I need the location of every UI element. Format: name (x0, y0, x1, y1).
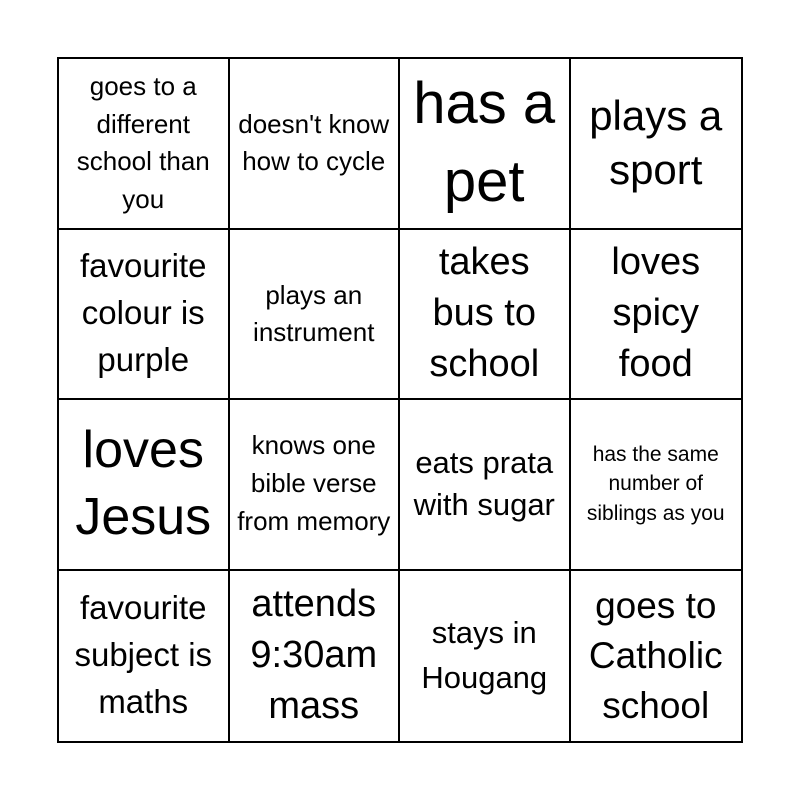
bingo-cell[interactable] (571, 59, 742, 230)
cell-text: doesn't know how to cycle (238, 108, 390, 177)
cell-text: eats prata with sugar (413, 445, 555, 523)
bingo-card (57, 57, 743, 743)
cell-text: plays an instrument (253, 280, 375, 347)
bingo-cell[interactable] (400, 400, 571, 571)
bingo-cell[interactable] (400, 571, 571, 742)
cell-text: has a pet (413, 70, 556, 215)
bingo-cell[interactable] (400, 59, 571, 230)
cell-text: has the same number of siblings as you (586, 442, 725, 526)
cell-text: attends 9:30am mass (250, 582, 378, 728)
cell-text: takes bus to school (429, 240, 540, 386)
bingo-cell[interactable] (230, 59, 401, 230)
cell-text: favourite colour is purple (79, 247, 207, 379)
cell-text: loves spicy food (611, 240, 701, 386)
bingo-cell[interactable] (230, 230, 401, 401)
cell-text: goes to Catholic school (588, 584, 723, 726)
bingo-cell[interactable] (571, 230, 742, 401)
bingo-cell[interactable] (571, 400, 742, 571)
cell-text: favourite subject is maths (74, 589, 213, 721)
cell-text: loves Jesus (75, 420, 212, 547)
bingo-cell[interactable] (59, 571, 230, 742)
cell-text: plays a sport (589, 91, 723, 194)
bingo-cell[interactable] (230, 571, 401, 742)
bingo-cell[interactable] (230, 400, 401, 571)
cell-text: stays in Hougang (421, 614, 548, 695)
cell-text: goes to a different school than you (76, 70, 210, 214)
bingo-cell[interactable] (400, 230, 571, 401)
bingo-cell[interactable] (59, 230, 230, 401)
bingo-cell[interactable] (571, 571, 742, 742)
cell-text: knows one bible verse from memory (237, 430, 391, 537)
bingo-cell[interactable] (59, 59, 230, 230)
bingo-cell[interactable] (59, 400, 230, 571)
